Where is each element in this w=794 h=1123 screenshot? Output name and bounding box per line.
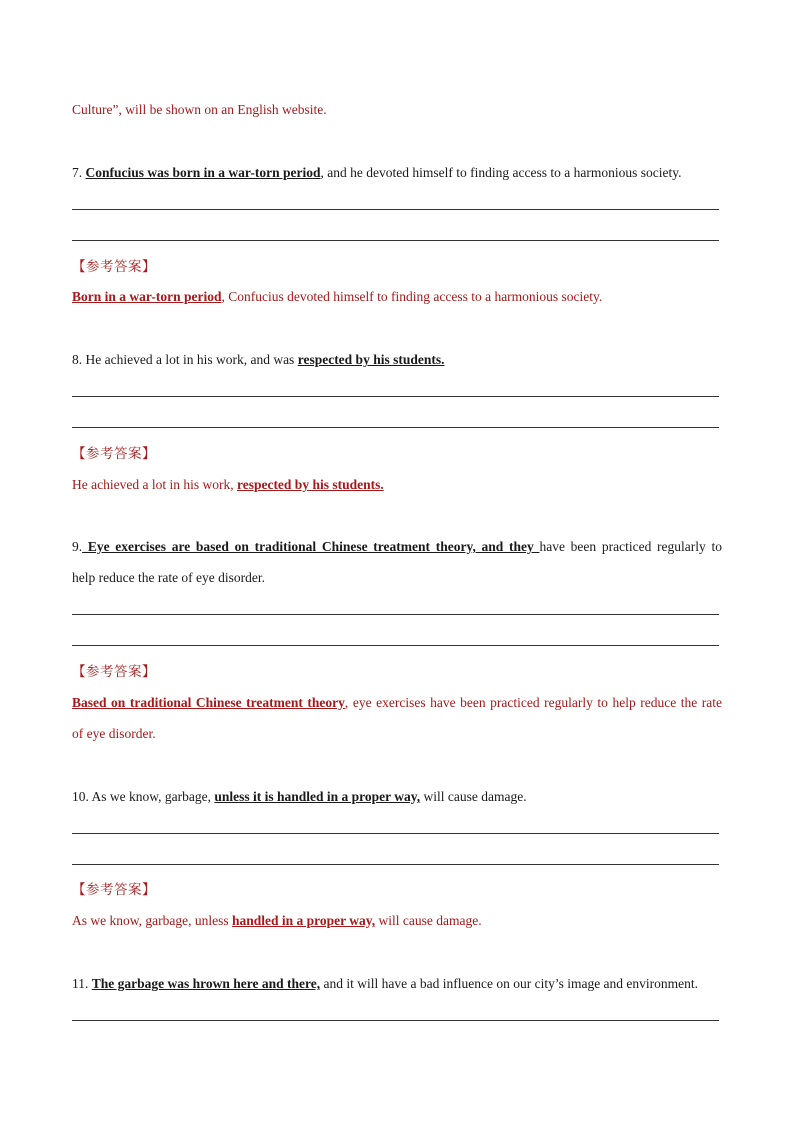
question-text: As we know, garbage, [91,789,215,804]
answer-underlined: handled in a proper way, [231,913,376,928]
answer-blank-line[interactable] [72,427,719,428]
answer-blank-line[interactable] [72,833,719,834]
intro-tail: Culture”, will be shown on an English website. [72,102,327,117]
question-underlined: respected by his students. [297,352,445,367]
answer-8 [72,475,384,495]
question-text: He achieved a lot in his work, and was [85,352,298,367]
question-underlined: Confucius was born in a war-torn period [85,165,321,180]
answer-10 [72,911,482,931]
answer-tag: 【参考答案】 [72,664,156,679]
answer-tag: 【参考答案】 [72,882,156,897]
answer-tag: 【参考答案】 [72,446,156,461]
question-9 [72,537,722,557]
question-text: and it will have a bad influence on our city’s image and environment. [320,976,699,991]
question-underlined: unless it is handled in a proper way, [214,789,421,804]
question-11 [72,974,698,994]
answer-blank-line[interactable] [72,864,719,865]
answer-underlined: Based on traditional Chinese treatment theory [72,695,345,710]
answer-text: will cause damage. [375,913,482,928]
question-number: 7. [72,165,83,180]
answer-7 [72,287,602,307]
answer-text: As we know, garbage, unless [72,913,232,928]
answer-underlined: respected by his students. [236,477,384,492]
answer-blank-line[interactable] [72,209,719,210]
answer-blank-line[interactable] [72,396,719,397]
answer-text: He achieved a lot in his work, [72,477,237,492]
answer-tag: 【参考答案】 [72,259,156,274]
question-9-line2: help reduce the rate of eye disorder. [72,570,266,585]
answer-text: , eye exercises have been practiced regularly to help reduce the rate [344,695,722,710]
question-number: 8. [72,352,83,367]
answer-blank-line[interactable] [72,240,719,241]
question-7 [72,163,681,183]
question-number: 11. [72,976,89,991]
question-text: will cause damage. [420,789,527,804]
answer-blank-line[interactable] [72,1020,719,1021]
question-underlined: Eye exercises are based on traditional Chinese treatment theory, and they [82,539,540,554]
question-underlined: The garbage was hrown here and there, [91,976,321,991]
question-number: 9. [72,539,83,554]
answer-blank-line[interactable] [72,614,719,615]
answer-underlined: Born in a war-torn period [72,289,222,304]
answer-text: , Confucius devoted himself to finding access to a harmonious society. [221,289,603,304]
question-text: , and he devoted himself to finding access to a harmonious society. [320,165,682,180]
question-10 [72,787,527,807]
answer-blank-line[interactable] [72,645,719,646]
answer-9-line2: of eye disorder. [72,726,156,741]
question-text: have been practiced regularly to [539,539,722,554]
answer-9 [72,693,722,713]
question-number: 10. [72,789,89,804]
question-8 [72,350,444,370]
